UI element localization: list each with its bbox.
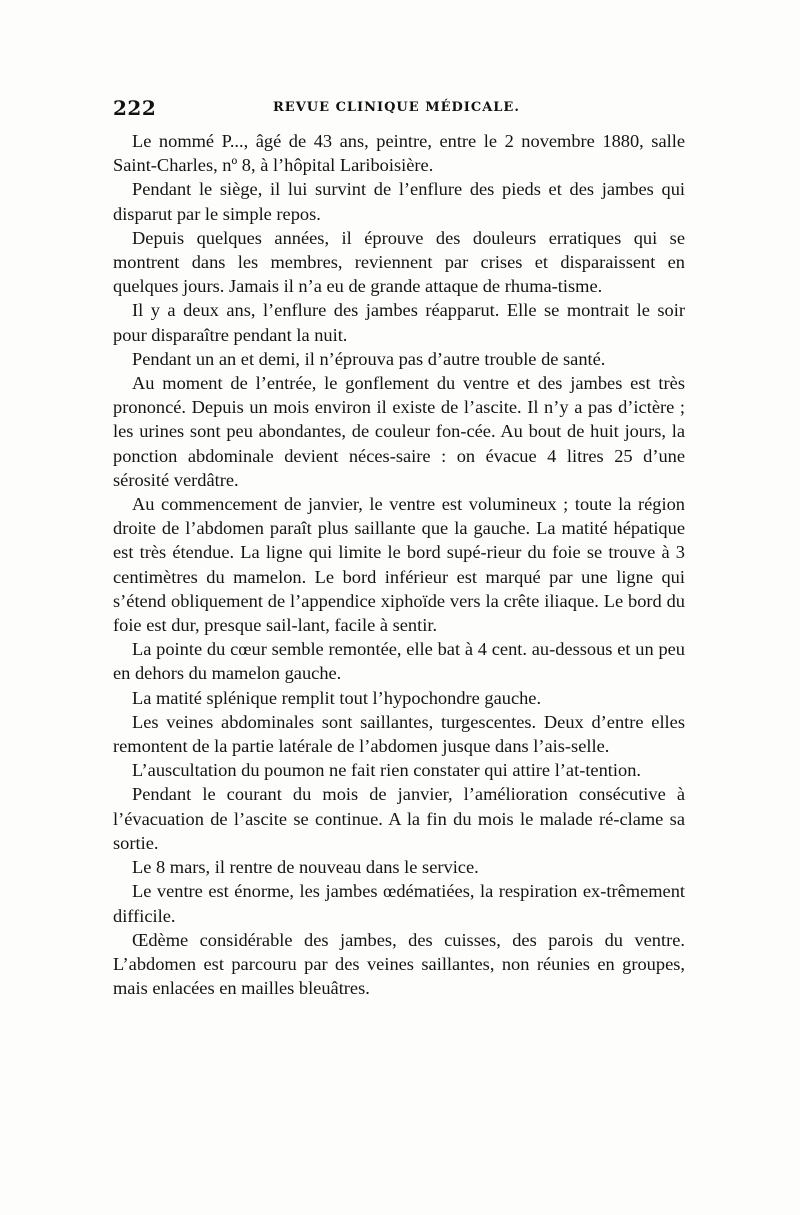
paragraph-erratic-pains: Depuis quelques années, il éprouve des douleurs erratiques qui se montrent dans les membres, reviennent par crises et disparaissent en quelques jours. Jamais il n’a eu de grande attaque de rhuma-tisme.: [113, 227, 685, 297]
paragraph-oedema: Œdème considérable des jambes, des cuisses, des parois du ventre. L’abdomen est parcouru par des veines saillantes, non réunies en groupes, mais enlacées en mailles bleuâtres.: [113, 929, 685, 999]
paragraph-heart-apex: La pointe du cœur semble remontée, elle bat à 4 cent. au-dessous et un peu en dehors du mamelon gauche.: [113, 639, 685, 684]
running-head: [113, 96, 685, 124]
paragraph-abdominal-veins: Les veines abdominales sont saillantes, turgescentes. Deux d’entre elles remontent de la partie latérale de l’abdomen jusque dans l’ais-selle.: [113, 711, 685, 757]
paragraph-patient-admission: Le nommé P..., âgé de 43 ans, peintre, entre le 2 novembre 1880, salle Saint-Charles, nº 8, à l’hôpital Lariboisière.: [113, 131, 685, 176]
paragraph-spleen: La matité splénique remplit tout l’hypochondre gauche.: [132, 687, 542, 708]
paragraph-lung-auscultation: L’auscultation du poumon ne fait rien constater qui attire l’at-tention.: [132, 760, 642, 781]
paragraph-no-trouble: Pendant un an et demi, il n’éprouva pas d’autre trouble de santé.: [132, 348, 606, 369]
paragraph-readmission: Le 8 mars, il rentre de nouveau dans le service.: [132, 857, 479, 878]
paragraph-legs-swelling: Il y a deux ans, l’enflure des jambes réapparut. Elle se montrait le soir pour disparaître pendant la nuit.: [113, 300, 685, 345]
running-title: REVUE CLINIQUE MÉDICALE.: [273, 100, 520, 115]
paragraph-enormous-belly: Le ventre est énorme, les jambes œdématiées, la respiration ex-trêmement difficile.: [113, 881, 685, 926]
paragraph-entry-ascites: Au moment de l’entrée, le gonflement du ventre et des jambes est très prononcé. Depuis un mois environ il existe de l’ascite. Il n’y a pas d’ictère ; les urines sont peu abondantes, de couleur fon-cée. Au bout de huit jours, la ponction abdominale devient néces-saire : on évacue 4 litres 25 d’une sérosité verdâtre.: [113, 373, 685, 490]
paragraph-improvement: Pendant le courant du mois de janvier, l’amélioration consécutive à l’évacuation de l’ascite se continue. A la fin du mois le malade ré-clame sa sortie.: [113, 784, 685, 853]
paragraph-siege: Pendant le siège, il lui survint de l’enflure des pieds et des jambes qui disparut par le simple repos.: [113, 179, 685, 224]
body-text: [113, 129, 685, 1000]
paragraph-january-liver: Au commencement de janvier, le ventre est volumineux ; toute la région droite de l’abdomen paraît plus saillante que la gauche. La matité hépatique est très étendue. La ligne qui limite le bord supé-rieur du foie se trouve à 3 centimètres du mamelon. Le bord inférieur est marqué par une ligne qui s’étend obliquement de l’appendice xiphoïde vers la crête iliaque. Le bord du foie est dur, presque sail-lant, facile à sentir.: [113, 494, 685, 636]
page-number: 222: [113, 96, 157, 120]
